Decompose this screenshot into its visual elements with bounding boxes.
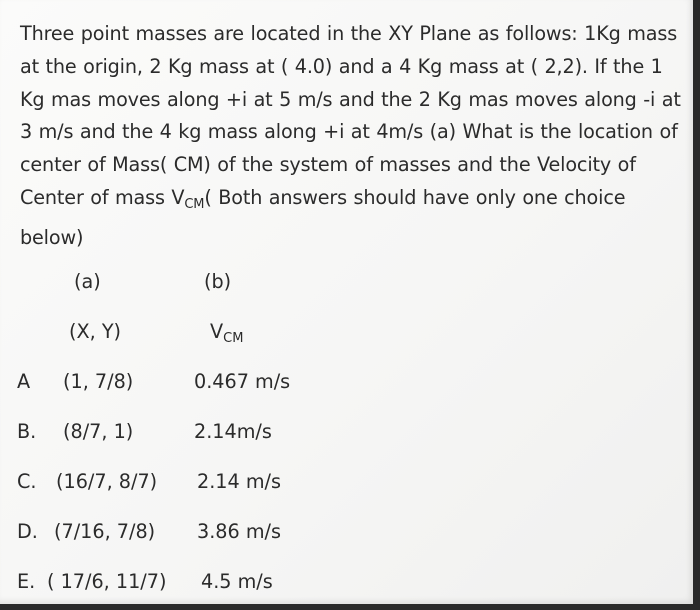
option-a-xy: (1, 7/8) <box>63 370 134 393</box>
option-a-letter: A <box>17 370 31 393</box>
option-b-letter: B. <box>17 420 37 443</box>
question-text <box>20 18 686 255</box>
option-b-vcm: 2.14m/s <box>194 420 272 443</box>
option-a-vcm: 0.467 m/s <box>194 370 291 393</box>
option-e-vcm: 4.5 m/s <box>201 570 273 593</box>
question-tail: ( Both answers should have only one choice below) <box>20 185 626 249</box>
option-e-xy: ( 17/6, 11/7) <box>47 570 167 593</box>
option-d-xy: (7/16, 7/8) <box>54 520 156 543</box>
option-d-vcm: 3.86 m/s <box>197 520 281 543</box>
option-c-vcm: 2.14 m/s <box>197 470 281 493</box>
vcm-symbol: V <box>210 320 224 343</box>
vcm-subscript: CM <box>223 331 244 346</box>
question-body: Three point masses are located in the XY Plane as follows: 1Kg mass at the origin, 2 Kg mass at ( 4.0) and a 4 Kg mass at ( 2,2). If the 1 Kg mas moves along +i at 5 m/s and the 2 Kg mas moves along -i at 3 m/s and the 4 kg mass along +i at 4m/s (a) What is the location of center of Mass( CM) of the system of masses and the Velocity of Center of mass V <box>20 22 681 209</box>
option-e-letter: E. <box>17 570 36 593</box>
question-vcm-subscript: CM <box>184 196 205 212</box>
background-edge-bottom <box>0 604 700 610</box>
background-edge-right <box>693 0 700 610</box>
option-b-xy: (8/7, 1) <box>63 420 134 443</box>
column-b-subheader <box>210 320 243 351</box>
column-b-header: (b) <box>204 270 232 293</box>
column-a-header: (a) <box>74 270 101 293</box>
option-c-letter: C. <box>17 470 37 493</box>
option-c-xy: (16/7, 8/7) <box>56 470 158 493</box>
column-a-subheader: (X, Y) <box>69 320 122 343</box>
option-d-letter: D. <box>17 520 38 543</box>
